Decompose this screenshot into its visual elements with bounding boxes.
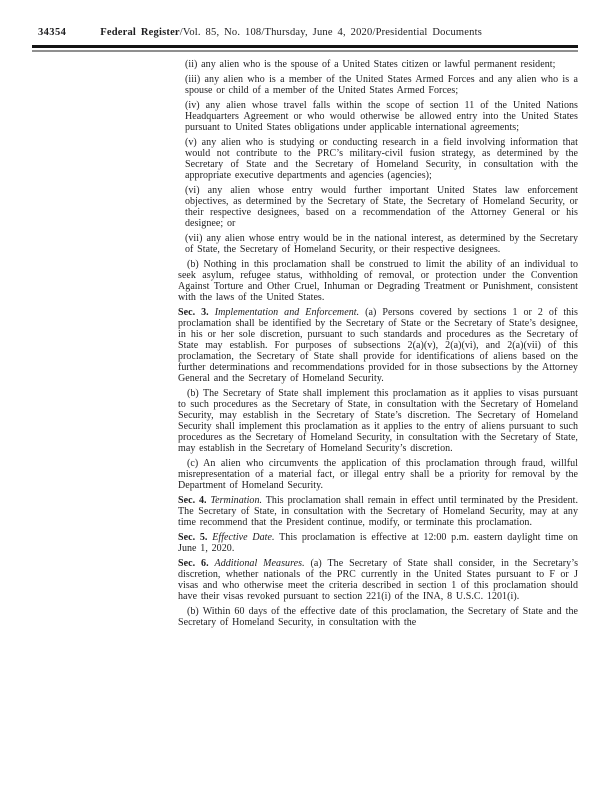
section-3-text: (a) Persons covered by sections 1 or 2 of this proclamation shall be identified by the Secretary of State or the Secretary of State’s designee, in his or her sole discretion, pursuant to such standards and procedures as the Secretary of State may establish. For purposes of subsections 2(a)(v), 2(a)(vi), and 2(a)(vii) of this proclamation, the Secretary of State shall provide for identifications of aliens based on the further determinations and recommendations provided for in those subsections by the Attorney General and the Secretary of Homeland Security.: [178, 307, 578, 384]
section-6-label: Sec. 6.: [178, 558, 209, 569]
paragraph-2b-text: (b) Nothing in this proclamation shall be construed to limit the ability of an individual to seek asylum, refugee status, withholding of removal, or protection under the Convention Against Torture and Other Cruel, Inhuman or Degrading Treatment or Punishment, consistent with the laws of the United States.: [178, 259, 578, 303]
document-body: [178, 59, 578, 628]
section-4-title: Termination.: [210, 495, 263, 506]
clause-iii: [185, 74, 578, 96]
section-4-text: This proclamation shall remain in effect until terminated by the President. The Secretary of State, in consultation with the Secretary of Homeland Security, may at any time recommend that the President continue, modify, or terminate this proclamation.: [178, 495, 578, 528]
paragraph-6b-text: (b) Within 60 days of the effective date of this proclamation, the Secretary of State and the Secretary of Homeland Security, in consultation with the: [178, 606, 578, 628]
issue-info: /Vol. 85, No. 108/Thursday, June 4, 2020/Presidential Documents: [179, 27, 482, 38]
paragraph-2b: [178, 259, 578, 303]
clause-vi: [185, 185, 578, 229]
clause-vi-text: (vi) any alien whose entry would further important United States law enforcement objectives, as determined by the Secretary of State, the Secretary of Homeland Security, or their respective designees, based on a recommendation of the Attorney General or his designee; or: [185, 185, 578, 229]
section-5-text: This proclamation is effective at 12:00 p.m. eastern daylight time on June 1, 2020.: [178, 532, 578, 554]
header-rule-thin: [32, 50, 578, 52]
section-6-text: (a) The Secretary of State shall consider, in the Secretary’s discretion, whether nationals of the PRC currently in the United States pursuant to F or J visas and who otherwise meet the criteria described in section 1 of this proclamation should have their visas revoked pursuant to section 221(i) of the INA, 8 U.S.C. 1201(i).: [178, 558, 579, 602]
section-4-label: Sec. 4.: [178, 495, 207, 506]
section-4: [178, 495, 578, 528]
section-5-label: Sec. 5.: [178, 532, 208, 543]
paragraph-3b: [178, 388, 578, 454]
clause-v-text: (v) any alien who is studying or conducting research in a field involving information that would not contribute to the PRC’s military-civil fusion strategy, as determined by the Secretary of State and the Secretary of Homeland Security, in consultation with the appropriate executive departments and agencies (agencies);: [185, 137, 578, 181]
clause-iii-text: (iii) any alien who is a member of the United States Armed Forces and any alien who is a spouse or child of a member of the United States Armed Forces;: [185, 74, 578, 96]
header-rule-thick: [32, 45, 578, 48]
page-header: [38, 27, 578, 38]
journal-name: Federal Register: [100, 27, 180, 38]
section-6: [178, 558, 578, 602]
clause-ii: [185, 59, 578, 70]
section-3-title: Implementation and Enforcement.: [214, 307, 360, 318]
paragraph-6b: [178, 606, 578, 628]
page-number: 34354: [38, 27, 67, 38]
clause-vii-text: (vii) any alien whose entry would be in the national interest, as determined by the Secretary of State, the Secretary of Homeland Security, or their respective designees.: [185, 233, 578, 255]
section-3-label: Sec. 3.: [178, 307, 209, 318]
header-title: [100, 27, 482, 38]
section-6-title: Additional Measures.: [214, 558, 305, 569]
section-5: [178, 532, 578, 554]
section-3: [178, 307, 578, 384]
paragraph-3c: [178, 458, 578, 491]
section-5-title: Effective Date.: [212, 532, 275, 543]
clause-iv-text: (iv) any alien whose travel falls within the scope of section 11 of the United Nations Headquarters Agreement or who would otherwise be allowed entry into the United States pursuant to United States obligations under applicable international agreements;: [185, 100, 578, 133]
clause-vii: [185, 233, 578, 255]
clause-v: [185, 137, 578, 181]
clause-iv: [185, 100, 578, 133]
paragraph-3c-text: (c) An alien who circumvents the application of this proclamation through fraud, willful misrepresentation of a material fact, or illegal entry shall be a priority for removal by the Department of Homeland Security.: [178, 458, 578, 491]
paragraph-3b-text: (b) The Secretary of State shall implement this proclamation as it applies to visas pursuant to such procedures as the Secretary of State, in consultation with the Secretary of Homeland Security, may establish in the Secretary of State’s discretion. The Secretary of Homeland Security shall implement this proclamation as it applies to the entry of aliens pursuant to such procedures as the Secretary of Homeland Security, in consultation with the Secretary of State, may establish in the Secretary of Homeland Security’s discretion.: [178, 388, 578, 454]
clause-ii-text: (ii) any alien who is the spouse of a United States citizen or lawful permanent resident;: [185, 59, 556, 70]
